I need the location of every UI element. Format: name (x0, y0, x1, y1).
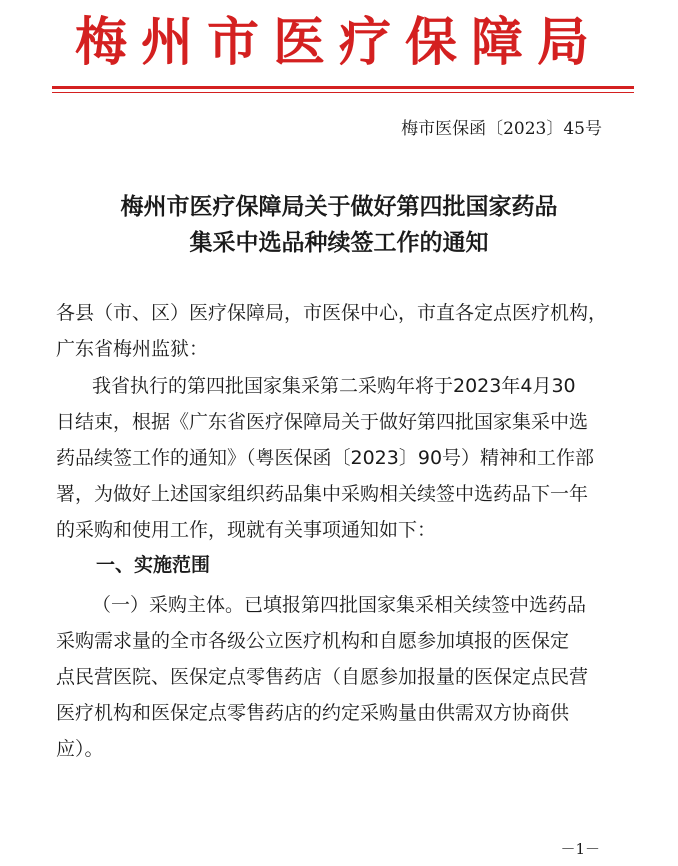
header-divider-thick (52, 86, 634, 89)
paragraph-line: 我省执行的第四批国家集采第二采购年将于2023年4月30 (92, 375, 576, 397)
paragraph-line: 药品续签工作的通知》（粤医保函〔2023〕90号）精神和工作部 (56, 447, 595, 469)
paragraph-line: 采购需求量的全市各级公立医疗机构和自愿参加填报的医保定 (56, 630, 570, 652)
document-title-line: 梅州市医疗保障局关于做好第四批国家药品 (120, 193, 558, 220)
paragraph-line: 应）。 (56, 738, 104, 760)
paragraph-line: 点民营医院、医保定点零售药店（自愿参加报量的医保定点民营 (56, 666, 589, 688)
issuing-authority-title: 梅州市医疗保障局 (74, 12, 603, 73)
section-heading: 一、实施范围 (96, 554, 211, 576)
paragraph-line: （一）采购主体。已填报第四批国家集采相关续签中选药品 (92, 594, 587, 616)
paragraph-line: 日结束，根据《广东省医疗保障局关于做好第四批国家集采中选 (56, 411, 589, 433)
paragraph-line: 医疗机构和医保定点零售药店的约定采购量由供需双方协商供 (56, 702, 570, 724)
addressee-line: 广东省梅州监狱： (56, 338, 209, 360)
paragraph-line: 署，为做好上述国家组织药品集中采购相关续签中选药品下一年 (56, 483, 589, 505)
document-title-line: 集采中选品种续签工作的通知 (189, 229, 489, 256)
paragraph-line: 的采购和使用工作，现就有关事项通知如下： (56, 519, 437, 541)
page-number: －1－ (560, 840, 600, 858)
addressee-line: 各县（市、区）医疗保障局，市医保中心，市直各定点医疗机构， (56, 302, 608, 324)
header-divider-thin (52, 92, 634, 93)
document-number: 梅市医保函〔2023〕45号 (401, 119, 602, 139)
